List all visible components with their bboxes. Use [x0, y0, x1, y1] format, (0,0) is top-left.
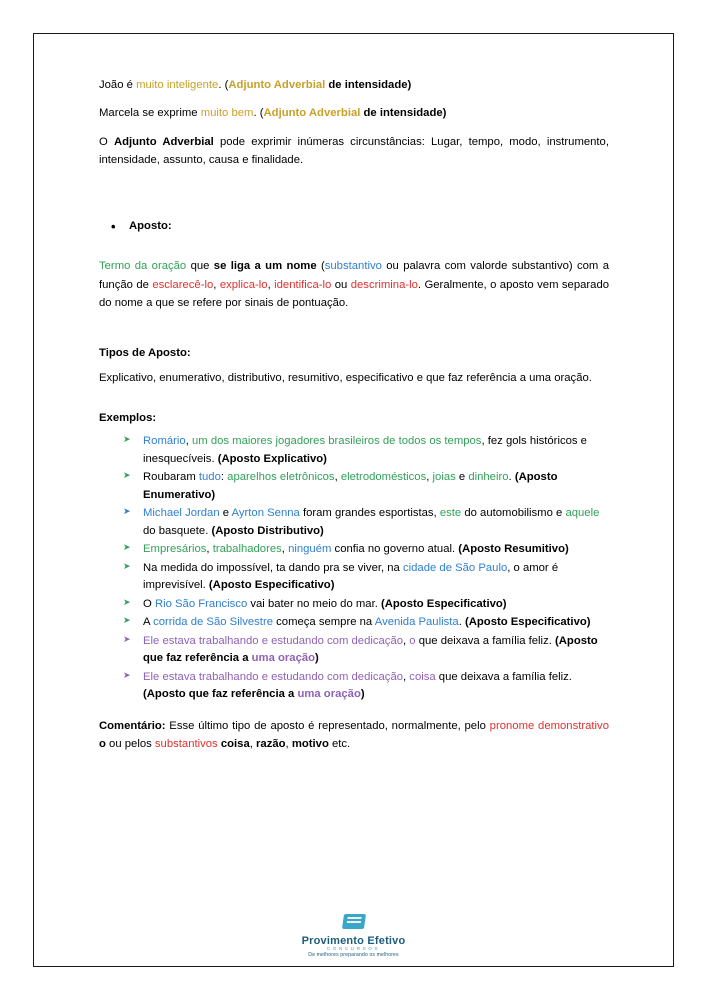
list-item — [143, 469, 609, 504]
text-bold: coisa — [217, 738, 250, 751]
text-mustard: muito bem — [200, 107, 254, 120]
heading-tipos-de-aposto: Tipos de Aposto: — [99, 347, 191, 360]
spacer — [99, 397, 609, 409]
text-bold: de intensidade) — [360, 107, 447, 120]
list-item — [143, 669, 609, 704]
text-purple: Ele estava trabalhando e estudando com dedicação — [143, 634, 404, 647]
text-plain: que — [186, 260, 214, 273]
text-plain: , — [403, 670, 410, 683]
book-icon — [341, 911, 367, 933]
text-blue: Michael Jordan — [143, 507, 220, 520]
text-blue: Avenida Paulista — [374, 616, 459, 629]
text-green: eletrodomésticos — [340, 471, 427, 484]
text-plain: , — [281, 543, 289, 556]
text-plain: começa sempre na — [273, 616, 375, 629]
label-aposto-tipo: (Aposto Especificativo) — [464, 616, 591, 629]
text-green: Empresários — [143, 543, 207, 556]
text-plain: . — [458, 616, 465, 629]
logo-name: Provimento Efetivo — [301, 935, 406, 947]
text-plain: e — [455, 471, 469, 484]
text-purple: coisa — [409, 670, 436, 683]
text-plain: que deixava a família feliz. — [415, 634, 555, 647]
text-plain: de substantivo) com a função de — [99, 260, 609, 291]
text-plain: , — [185, 435, 192, 448]
logo-subtitle: CONCURSOS — [326, 946, 381, 951]
label-aposto-tipo: (Aposto que faz referência a — [143, 688, 298, 701]
term-pronome-demonstrativo: pronome demonstrativo — [489, 719, 609, 732]
term-identifica-lo: identifica-lo — [274, 278, 332, 291]
text-bold: motivo — [291, 738, 329, 751]
term-adjunto-adverbial: Adjunto Adverbial — [263, 107, 361, 120]
label-aposto-tipo: (Aposto Enumerativo) — [143, 471, 558, 501]
label-aposto-tipo: (Aposto Distributivo) — [211, 524, 324, 537]
text-plain: , fez gols históricos e inesquecíveis. — [143, 435, 587, 465]
text-green: dinheiro — [468, 471, 509, 484]
list-item — [143, 560, 609, 595]
text-blue: Ayrton Senna — [231, 507, 300, 520]
text-bold: ) — [360, 688, 365, 701]
text-green: aparelhos eletrônicos — [227, 471, 335, 484]
text-blue: Rio São Francisco — [154, 597, 248, 610]
example-line-marcela — [99, 104, 609, 122]
text-plain: ou pelos — [105, 738, 155, 751]
logo-tagline: De melhores preparando os melhores — [308, 952, 399, 958]
text-plain: , o amor é imprevisível. — [143, 561, 559, 592]
text-plain: do automobilismo e — [461, 507, 566, 520]
text-bold: de intensidade) — [325, 79, 412, 91]
text-green: aquele — [565, 507, 600, 520]
term-uma-oracao: uma oração — [251, 652, 316, 665]
text-plain: Roubaram — [143, 471, 199, 484]
label-aposto-tipo: (Aposto que faz referência a — [143, 634, 598, 665]
text-plain: Na medida do impossível, ta dando pra se viver, na — [143, 561, 403, 574]
text-mustard: muito inteligente — [136, 79, 219, 91]
text-bold: razão — [256, 738, 286, 751]
list-item — [143, 541, 609, 559]
text-purple: Ele estava trabalhando e estudando com dedicação — [143, 670, 404, 683]
bullet-aposto — [125, 217, 609, 235]
footer-logo — [0, 911, 707, 958]
text-bold: se liga a um nome — [213, 260, 317, 273]
list-item — [143, 505, 609, 540]
term-substantivos: substantivos — [154, 738, 218, 751]
term-uma-oracao: uma oração — [297, 688, 361, 701]
spacer — [99, 179, 609, 217]
text-plain: e — [219, 507, 232, 520]
paragraph-definicao-aposto — [99, 257, 609, 312]
text-plain: , — [249, 738, 257, 751]
text-plain: . ( — [253, 107, 264, 120]
text-blue: tudo — [198, 471, 221, 484]
text-plain: , — [267, 278, 275, 291]
label-comentario: Comentário: — [99, 719, 166, 732]
term-adjunto-adverbial: Adjunto Adverbial — [113, 135, 214, 148]
text-plain: Esse último tipo de aposto é representado, normalmente, pelo — [165, 719, 490, 732]
text-bold: o — [99, 738, 106, 751]
text-plain: , — [285, 738, 292, 751]
label-aposto-tipo: (Aposto Resumitivo) — [458, 543, 569, 556]
text-plain: confia no governo atual. — [331, 543, 459, 556]
examples-list — [99, 433, 609, 704]
text-plain: etc. — [328, 738, 351, 751]
text-plain: . Geralmente, o aposto vem separado do nome a que se refere por sinais de pontuação. — [99, 278, 610, 310]
document-content — [99, 76, 609, 763]
text-plain: , — [206, 543, 213, 556]
text-plain: . — [508, 471, 515, 484]
book-shape — [341, 914, 365, 929]
text-green: trabalhadores — [212, 543, 282, 556]
text-plain: Marcela se exprime — [99, 107, 201, 120]
term-adjunto-adverbial: Adjunto Adverbial — [228, 79, 326, 91]
text-plain: vai bater no meio do mar. — [247, 597, 381, 610]
section-bullet-list — [99, 217, 609, 235]
text-bold: ) — [315, 652, 319, 665]
text-plain: : — [220, 471, 228, 484]
paragraph-tipos-de-aposto: Explicativo, enumerativo, distributivo, resumitivo, especificativo e que faz referência a uma oração. — [99, 371, 592, 384]
bullet-aposto-label: Aposto: — [129, 220, 172, 233]
list-item — [143, 433, 609, 468]
spacer — [99, 235, 609, 257]
example-line-joao — [99, 76, 609, 94]
text-blue: cidade de São Paulo — [402, 561, 508, 574]
text-plain: que deixava a família feliz. — [435, 670, 572, 683]
text-plain: , — [213, 278, 220, 291]
label-aposto-tipo: (Aposto Explicativo) — [217, 452, 327, 465]
text-plain: do basquete. — [143, 524, 212, 537]
spacer — [99, 322, 609, 344]
text-plain: foram grandes esportistas, — [299, 507, 440, 520]
text-plain: , — [426, 471, 433, 484]
text-plain: . ( — [218, 79, 229, 91]
term-substantivo: substantivo — [324, 260, 382, 273]
heading-exemplos: Exemplos: — [99, 411, 157, 424]
text-plain: ou palavra com valor — [381, 260, 495, 273]
text-plain: ( — [316, 260, 325, 273]
term-esclarece-lo: esclarecê-lo — [152, 278, 214, 291]
list-item — [143, 633, 609, 668]
text-blue: corrida de São Silvestre — [153, 616, 273, 629]
text-plain: , — [334, 471, 341, 484]
text-plain: João é — [99, 79, 137, 91]
text-green: joias — [432, 471, 456, 484]
list-item — [143, 596, 609, 614]
label-aposto-tipo: (Aposto Especificativo) — [380, 597, 507, 610]
term-explica-lo: explica-lo — [219, 278, 268, 291]
text-plain: A — [143, 616, 154, 629]
paragraph-adjunto-adverbial — [99, 133, 609, 170]
text-blue: ninguém — [288, 543, 332, 556]
text-green: este — [439, 507, 462, 520]
text-plain: ou — [331, 278, 351, 291]
label-aposto-tipo: (Aposto Especificativo) — [208, 579, 335, 592]
text-green: um dos maiores jogadores brasileiros de todos os tempos — [191, 435, 482, 448]
text-plain: O — [143, 597, 155, 610]
text-plain: pode exprimir inúmeras circunstâncias: Lugar, tempo, modo, instrumento, intensidade, assunto, causa e finalidade. — [99, 135, 609, 166]
term-termo-da-oracao: Termo da oração — [99, 260, 187, 273]
list-item — [143, 614, 609, 632]
paragraph-comentario — [99, 717, 609, 754]
term-descrimina-lo: descrimina-lo — [350, 278, 418, 291]
text-plain: , — [403, 634, 410, 647]
text-purple: o — [409, 634, 416, 647]
text-blue: Romário — [143, 435, 186, 448]
text-plain: O — [99, 135, 114, 148]
